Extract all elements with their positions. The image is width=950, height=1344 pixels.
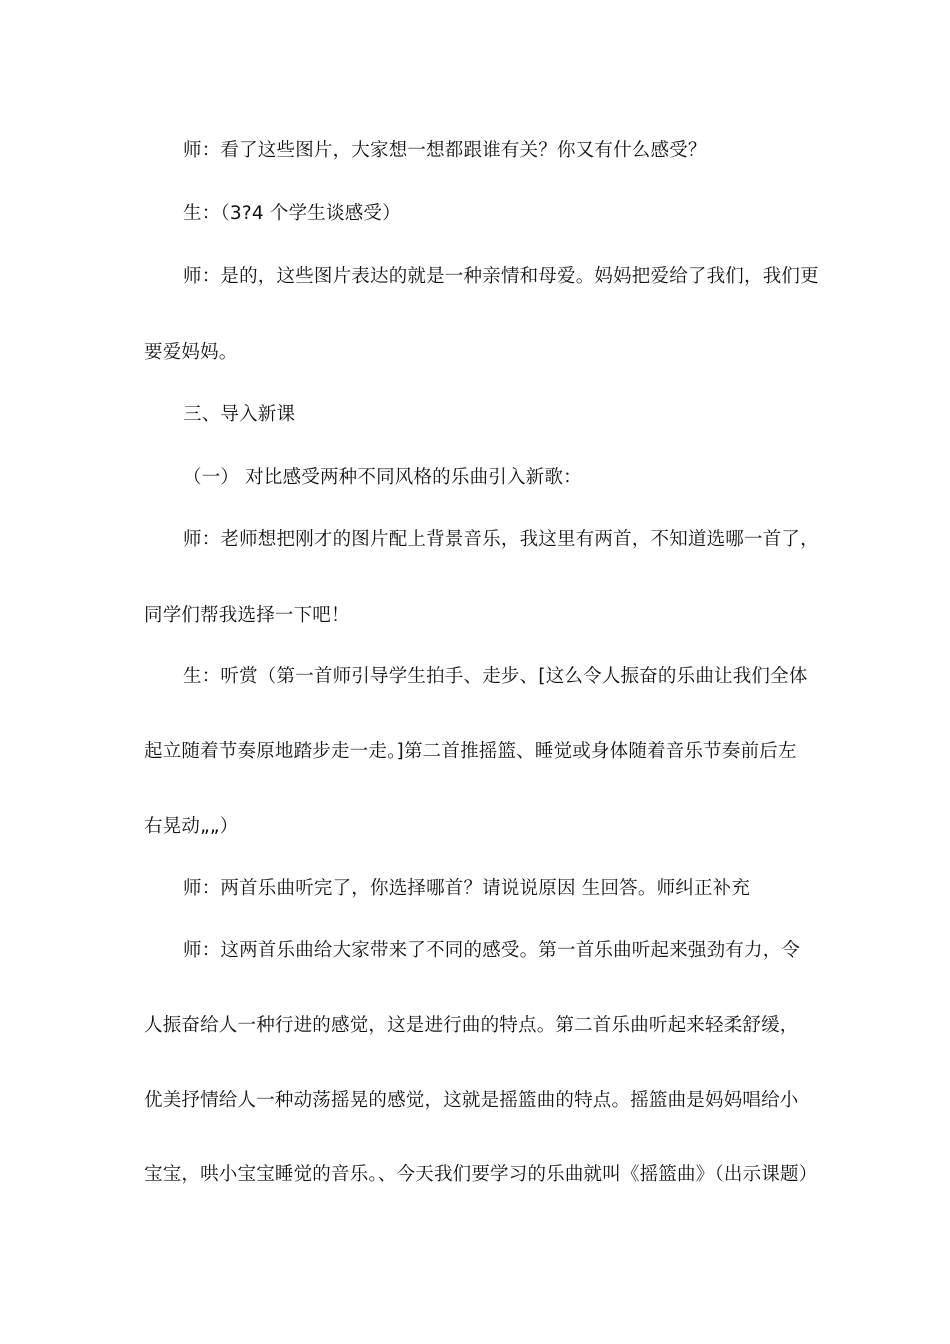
paragraph-teacher-summary-line2: 要爱妈妈。 — [144, 342, 238, 363]
paragraph-student-listen-line3: 右晃动„„） — [144, 816, 239, 837]
paragraph-teacher-music-line1: 师：老师想把刚才的图片配上背景音乐，我这里有两首，不知道选哪一首了， — [183, 529, 819, 550]
paragraph-teacher-summary-line1: 师：是的，这些图片表达的就是一种亲情和母爱。妈妈把爱给了我们，我们更 — [183, 266, 819, 287]
paragraph-teacher-explain-line2: 人振奋给人一种行进的感觉，这是进行曲的特点。第二首乐曲听起来轻柔舒缓， — [144, 1015, 799, 1036]
paragraph-teacher-explain-line1: 师：这两首乐曲给大家带来了不同的感受。第一首乐曲听起来强劲有力，令 — [183, 940, 801, 961]
paragraph-teacher-explain-line3: 优美抒情给人一种动荡摇晃的感觉，这就是摇篮曲的特点。摇篮曲是妈妈唱给小 — [144, 1090, 799, 1111]
paragraph-teacher-question: 师：看了这些图片，大家想一想都跟谁有关？你又有什么感受？ — [183, 140, 707, 161]
section-heading-new-lesson: 三、导入新课 — [183, 404, 296, 425]
paragraph-teacher-explain-line4: 宝宝，哄小宝宝睡觉的音乐。、今天我们要学习的乐曲就叫《摇篮曲》（出示课题） — [144, 1164, 818, 1185]
paragraph-teacher-choice: 师：两首乐曲听完了，你选择哪首？请说说原因 生回答。师纠正补充 — [183, 878, 751, 899]
paragraph-teacher-music-line2: 同学们帮我选择一下吧！ — [144, 605, 350, 626]
paragraph-student-response: 生：（3?4 个学生谈感受） — [183, 203, 401, 224]
subsection-heading-compare: （一） 对比感受两种不同风格的乐曲引入新歌： — [183, 467, 582, 488]
paragraph-student-listen-line1: 生：听赏（第一首师引导学生拍手、走步、[这么令人振奋的乐曲让我们全体 — [183, 666, 808, 687]
paragraph-student-listen-line2: 起立随着节奏原地踏步走一走。]第二首推摇篮、睡觉或身体随着音乐节奏前后左 — [144, 741, 797, 762]
